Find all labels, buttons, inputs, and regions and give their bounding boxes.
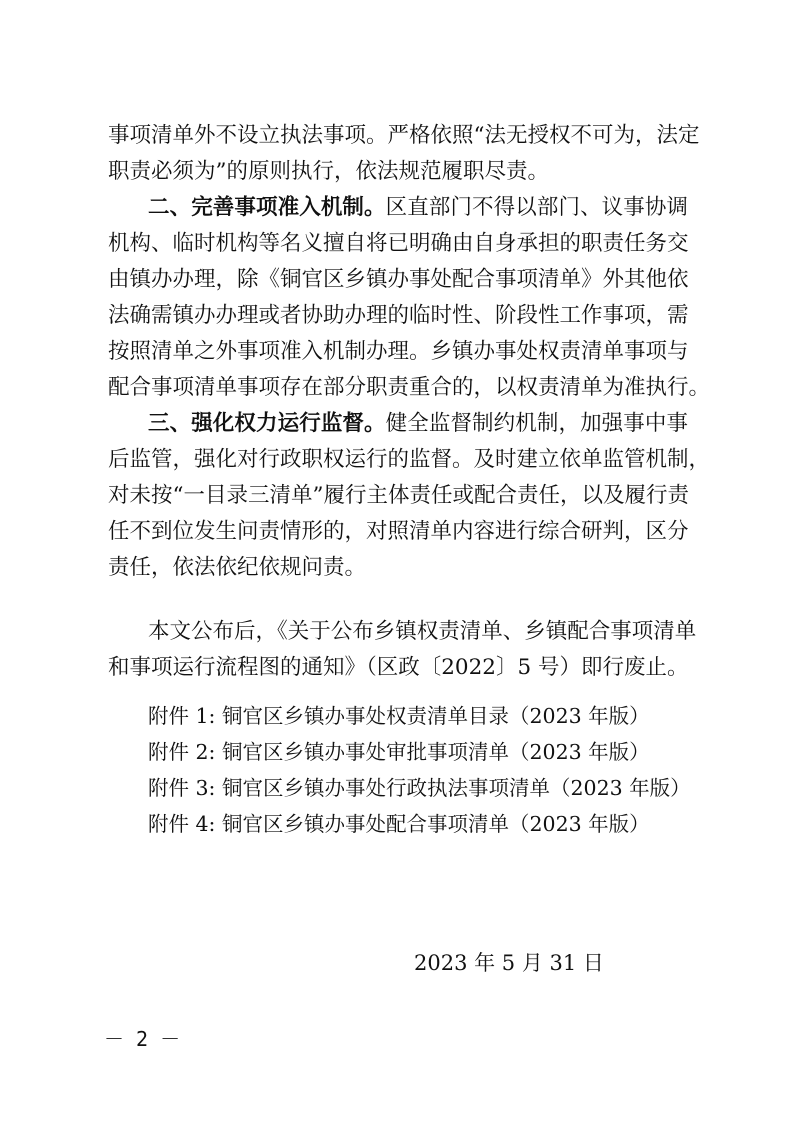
paragraph-line: 对未按“一目录三清单”履行主体责任或配合责任，以及履行责 xyxy=(108,483,689,508)
paragraph-line: 和事项运行流程图的通知》（区政〔2022〕5 号）即行废止。 xyxy=(108,655,689,680)
paragraph-line: 由镇办办理，除《铜官区乡镇办事处配合事项清单》外其他依 xyxy=(108,267,689,292)
attachment-item: 附件 1: 铜官区乡镇办事处权责清单目录（2023 年版） xyxy=(148,704,650,728)
paragraph-line: 后监管，强化对行政职权运行的监督。及时建立依单监管机制， xyxy=(108,447,711,472)
paragraph-line: 责任，依法依纪依规问责。 xyxy=(108,555,367,580)
paragraph-line: 机构、临时机构等名义擅自将已明确由自身承担的职责任务交 xyxy=(108,231,689,256)
paragraph-first-line xyxy=(148,193,688,223)
document-date: 2023 年 5 月 31 日 xyxy=(414,951,604,975)
paragraph-line: 法确需镇办办理或者协助办理的临时性、阶段性工作事项，需 xyxy=(108,303,689,328)
paragraph-text: 区直部门不得以部门、议事协调 xyxy=(385,195,688,220)
paragraph-first-line xyxy=(148,409,688,439)
paragraph-text: 健全监督制约机制，加强事中事 xyxy=(385,411,688,436)
paragraph-line: 任不到位发生问责情形的，对照清单内容进行综合研判，区分 xyxy=(108,519,689,544)
paragraph-first-line: 本文公布后，《关于公布乡镇权责清单、乡镇配合事项清单 xyxy=(148,619,697,644)
paragraph-line: 事项清单外不设立执法事项。严格依照“法无授权不可为，法定 xyxy=(108,123,700,148)
attachment-item: 附件 3: 铜官区乡镇办事处行政执法事项清单（2023 年版） xyxy=(148,776,691,800)
attachment-item: 附件 4: 铜官区乡镇办事处配合事项清单（2023 年版） xyxy=(148,812,650,836)
paragraph-line: 配合事项清单事项存在部分职责重合的，以权责清单为准执行。 xyxy=(108,375,711,400)
attachment-item: 附件 2: 铜官区乡镇办事处审批事项清单（2023 年版） xyxy=(148,740,650,764)
section-heading: 二、完善事项准入机制。 xyxy=(148,195,386,220)
page-number: － 2 － xyxy=(104,1027,181,1051)
section-heading: 三、强化权力运行监督。 xyxy=(148,411,386,436)
paragraph-line: 职责必须为”的原则执行，依法规范履职尽责。 xyxy=(108,159,549,184)
paragraph-line: 按照清单之外事项准入机制办理。乡镇办事处权责清单事项与 xyxy=(108,339,689,364)
